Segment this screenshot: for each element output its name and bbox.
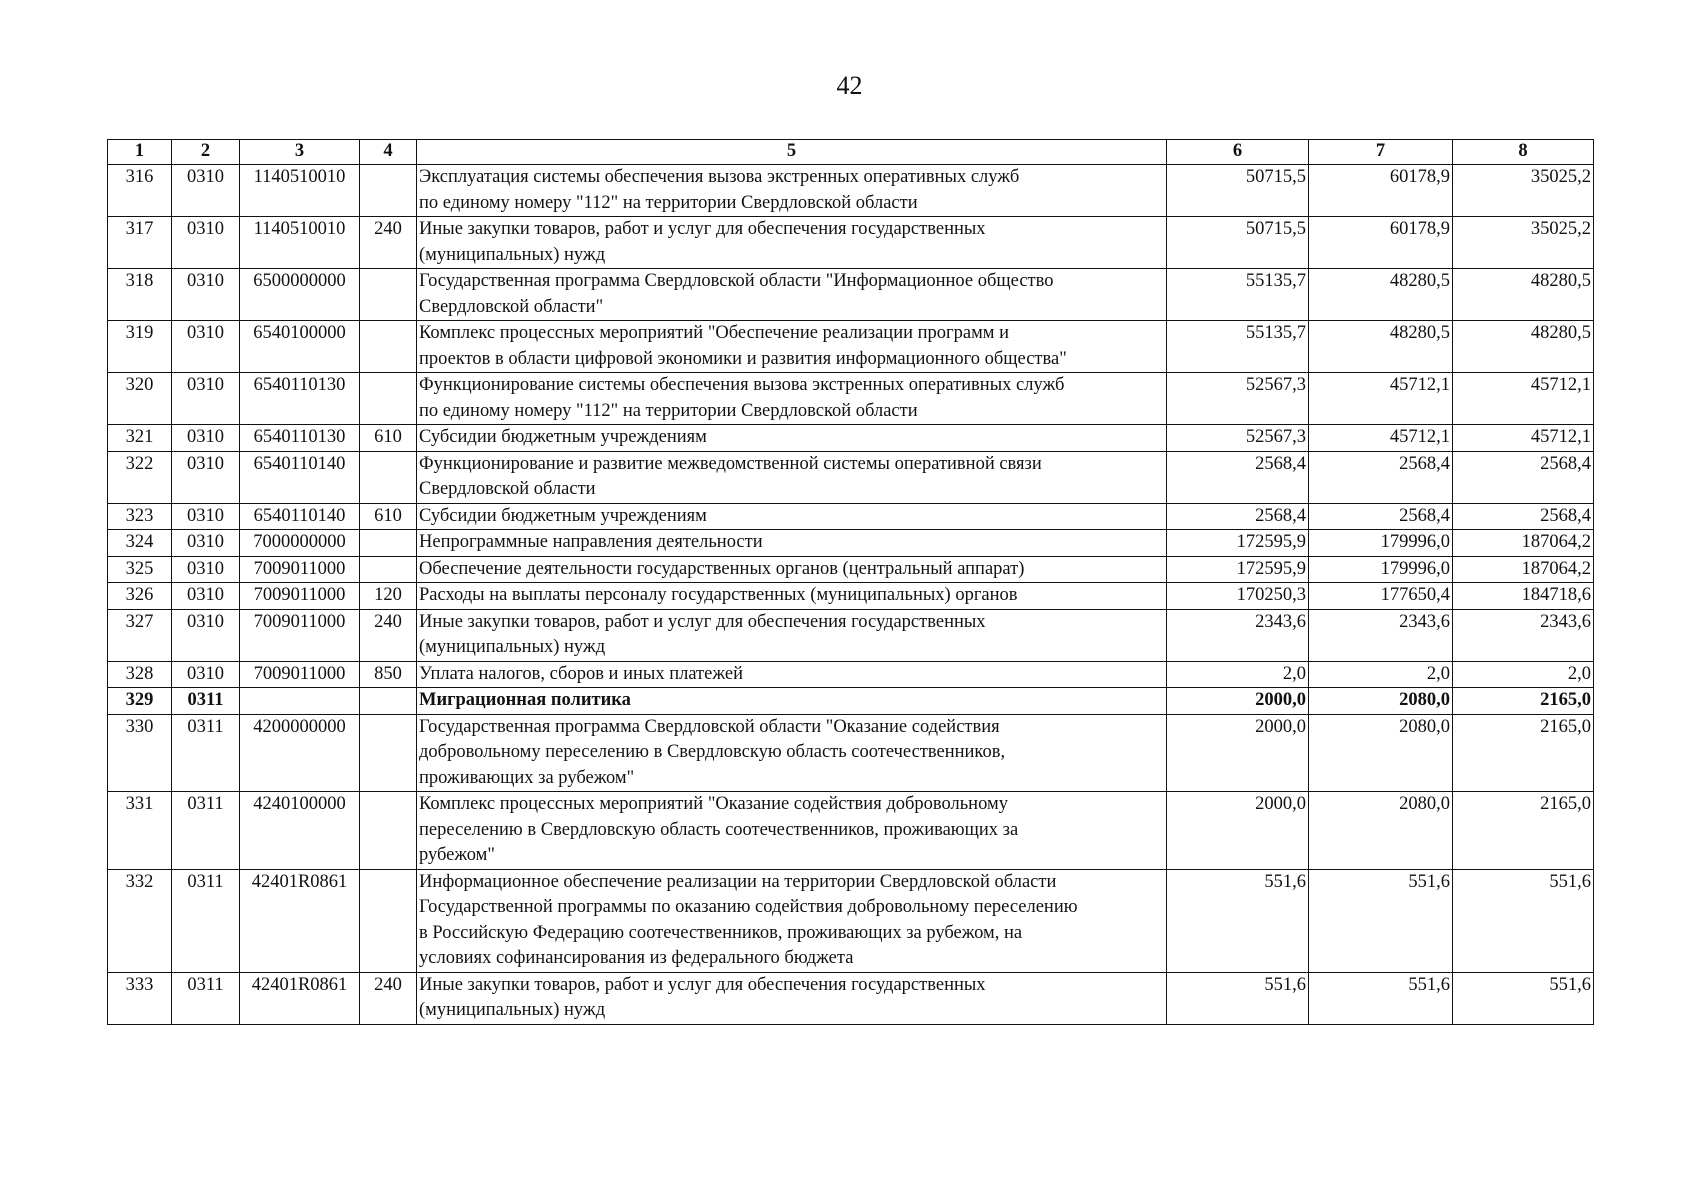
- expense-type-cell: [360, 373, 417, 425]
- amount-col-7-cell: 177650,4: [1309, 583, 1453, 610]
- description-line: переселению в Свердловскую область соотечественников, проживающих за: [419, 819, 1019, 840]
- description-cell: [417, 661, 1167, 688]
- page-number: 42: [836, 71, 863, 100]
- section-code-cell: 0311: [172, 714, 240, 792]
- amount-col-7-cell: 48280,5: [1309, 269, 1453, 321]
- description-line: Уплата налогов, сборов и иных платежей: [419, 663, 744, 684]
- description-line: Государственной программы по оказанию содействия добровольному переселению: [419, 897, 1078, 917]
- amount-col-8-cell: 187064,2: [1453, 530, 1594, 557]
- amount-col-7-cell: 2343,6: [1309, 609, 1453, 661]
- amount-col-7-cell: 551,6: [1309, 869, 1453, 972]
- amount-col-6-cell: 2568,4: [1167, 503, 1309, 530]
- header-col-5: 5: [417, 140, 1167, 165]
- amount-col-8-cell: 2568,4: [1453, 451, 1594, 503]
- expense-type-cell: [360, 451, 417, 503]
- amount-col-6-cell: 2000,0: [1167, 688, 1309, 715]
- description-line: условиях софинансирования из федерального бюджета: [419, 948, 854, 968]
- table-row: [108, 269, 1594, 321]
- row-number-cell: 318: [108, 269, 172, 321]
- amount-col-6-cell: 50715,5: [1167, 217, 1309, 269]
- description-cell: [417, 217, 1167, 269]
- header-col-2: 2: [172, 140, 240, 165]
- row-number-cell: 317: [108, 217, 172, 269]
- amount-col-8-cell: 187064,2: [1453, 556, 1594, 583]
- table-row: [108, 321, 1594, 373]
- description-line: Информационное обеспечение реализации на территории Свердловской области: [419, 871, 1057, 892]
- description-cell: [417, 425, 1167, 452]
- amount-col-7-cell: 2568,4: [1309, 451, 1453, 503]
- description-line: по единому номеру "112" на территории Свердловской области: [419, 192, 918, 213]
- amount-col-6-cell: 551,6: [1167, 869, 1309, 972]
- amount-col-8-cell: 48280,5: [1453, 269, 1594, 321]
- expense-type-cell: 610: [360, 425, 417, 452]
- section-code-cell: 0310: [172, 583, 240, 610]
- amount-col-6-cell: 170250,3: [1167, 583, 1309, 610]
- expense-type-cell: [360, 688, 417, 715]
- header-col-4: 4: [360, 140, 417, 165]
- section-code-cell: 0310: [172, 269, 240, 321]
- amount-col-7-cell: 45712,1: [1309, 373, 1453, 425]
- amount-col-6-cell: 52567,3: [1167, 373, 1309, 425]
- section-code-cell: 0310: [172, 321, 240, 373]
- target-article-cell: 7000000000: [240, 530, 360, 557]
- description-cell: [417, 714, 1167, 792]
- amount-col-6-cell: 2343,6: [1167, 609, 1309, 661]
- description-line: (муниципальных) нужд: [419, 1000, 606, 1020]
- description-cell: [417, 688, 1167, 715]
- description-line: Иные закупки товаров, работ и услуг для обеспечения государственных: [419, 611, 986, 632]
- row-number-cell: 316: [108, 165, 172, 217]
- row-number-cell: 323: [108, 503, 172, 530]
- amount-col-8-cell: 2165,0: [1453, 714, 1594, 792]
- row-number-cell: 327: [108, 609, 172, 661]
- section-code-cell: 0311: [172, 688, 240, 715]
- description-line: Комплекс процессных мероприятий "Оказание содействия добровольному: [419, 794, 1008, 814]
- amount-col-7-cell: 2080,0: [1309, 688, 1453, 715]
- table-row: [108, 661, 1594, 688]
- table-row: [108, 583, 1594, 610]
- description-cell: [417, 972, 1167, 1024]
- section-code-cell: 0310: [172, 661, 240, 688]
- amount-col-8-cell: 2165,0: [1453, 688, 1594, 715]
- table-row: [108, 373, 1594, 425]
- description-cell: [417, 530, 1167, 557]
- target-article-cell: 6500000000: [240, 269, 360, 321]
- description-line: (муниципальных) нужд: [419, 244, 606, 265]
- amount-col-6-cell: 2568,4: [1167, 451, 1309, 503]
- expense-type-cell: [360, 869, 417, 972]
- expense-type-cell: [360, 792, 417, 870]
- expense-type-cell: [360, 556, 417, 583]
- table-row: [108, 451, 1594, 503]
- description-line: Функционирование системы обеспечения вызова экстренных оперативных служб: [419, 375, 1065, 395]
- amount-col-6-cell: 55135,7: [1167, 269, 1309, 321]
- description-line: Субсидии бюджетным учреждениям: [419, 505, 707, 526]
- section-code-cell: 0310: [172, 556, 240, 583]
- table-row: [108, 792, 1594, 870]
- expense-type-cell: [360, 165, 417, 217]
- amount-col-8-cell: 184718,6: [1453, 583, 1594, 610]
- amount-col-8-cell: 2343,6: [1453, 609, 1594, 661]
- description-cell: [417, 165, 1167, 217]
- target-article-cell: 1140510010: [240, 217, 360, 269]
- target-article-cell: 6540110130: [240, 425, 360, 452]
- header-col-6: 6: [1167, 140, 1309, 165]
- description-cell: [417, 556, 1167, 583]
- description-line: по единому номеру "112" на территории Свердловской области: [419, 400, 918, 421]
- target-article-cell: 6540110130: [240, 373, 360, 425]
- row-number-cell: 328: [108, 661, 172, 688]
- section-code-cell: 0310: [172, 425, 240, 452]
- description-line: Государственная программа Свердловской области "Информационное общество: [419, 271, 1054, 291]
- amount-col-6-cell: 172595,9: [1167, 556, 1309, 583]
- description-line: проживающих за рубежом": [419, 767, 635, 788]
- section-code-cell: 0310: [172, 373, 240, 425]
- expense-type-cell: [360, 321, 417, 373]
- amount-col-6-cell: 2000,0: [1167, 714, 1309, 792]
- amount-col-6-cell: 52567,3: [1167, 425, 1309, 452]
- description-cell: [417, 321, 1167, 373]
- description-line: Иные закупки товаров, работ и услуг для обеспечения государственных: [419, 219, 986, 239]
- table-row: [108, 972, 1594, 1024]
- section-code-cell: 0310: [172, 217, 240, 269]
- table-row: [108, 165, 1594, 217]
- expense-type-cell: 240: [360, 609, 417, 661]
- target-article-cell: 6540110140: [240, 503, 360, 530]
- expense-type-cell: [360, 530, 417, 557]
- description-line: Субсидии бюджетным учреждениям: [419, 427, 707, 447]
- target-article-cell: 6540110140: [240, 451, 360, 503]
- target-article-cell: 1140510010: [240, 165, 360, 217]
- amount-col-6-cell: 172595,9: [1167, 530, 1309, 557]
- target-article-cell: 7009011000: [240, 609, 360, 661]
- target-article-cell: 4200000000: [240, 714, 360, 792]
- amount-col-6-cell: 2000,0: [1167, 792, 1309, 870]
- header-col-8: 8: [1453, 140, 1594, 165]
- target-article-cell: 7009011000: [240, 661, 360, 688]
- amount-col-8-cell: 45712,1: [1453, 373, 1594, 425]
- amount-col-8-cell: 551,6: [1453, 869, 1594, 972]
- table-row: [108, 688, 1594, 715]
- description-line: Непрограммные направления деятельности: [419, 532, 763, 552]
- target-article-cell: 42401R0861: [240, 972, 360, 1024]
- row-number-cell: 321: [108, 425, 172, 452]
- description-line: добровольному переселению в Свердловскую область соотечественников,: [419, 742, 1006, 762]
- amount-col-6-cell: 50715,5: [1167, 165, 1309, 217]
- row-number-cell: 324: [108, 530, 172, 557]
- description-cell: [417, 869, 1167, 972]
- section-code-cell: 0310: [172, 451, 240, 503]
- section-code-cell: 0311: [172, 972, 240, 1024]
- description-cell: [417, 792, 1167, 870]
- amount-col-7-cell: 179996,0: [1309, 556, 1453, 583]
- table-header-row: [108, 140, 1594, 165]
- section-code-cell: 0310: [172, 165, 240, 217]
- row-number-cell: 329: [108, 688, 172, 715]
- table-row: [108, 609, 1594, 661]
- amount-col-7-cell: 551,6: [1309, 972, 1453, 1024]
- amount-col-7-cell: 60178,9: [1309, 165, 1453, 217]
- table-row: [108, 503, 1594, 530]
- amount-col-8-cell: 551,6: [1453, 972, 1594, 1024]
- description-line: Государственная программа Свердловской области "Оказание содействия: [419, 716, 1000, 737]
- expense-type-cell: [360, 269, 417, 321]
- amount-col-8-cell: 48280,5: [1453, 321, 1594, 373]
- row-number-cell: 331: [108, 792, 172, 870]
- row-number-cell: 330: [108, 714, 172, 792]
- amount-col-7-cell: 60178,9: [1309, 217, 1453, 269]
- description-line: Комплекс процессных мероприятий "Обеспечение реализации программ и: [419, 323, 1010, 343]
- table-row: [108, 714, 1594, 792]
- row-number-cell: 332: [108, 869, 172, 972]
- table-row: [108, 425, 1594, 452]
- description-line: в Российскую Федерацию соотечественников, проживающих за рубежом, на: [419, 922, 1023, 943]
- description-line: рубежом": [419, 845, 495, 865]
- amount-col-7-cell: 2,0: [1309, 661, 1453, 688]
- target-article-cell: 42401R0861: [240, 869, 360, 972]
- amount-col-7-cell: 48280,5: [1309, 321, 1453, 373]
- description-line: проектов в области цифровой экономики и развития информационного общества": [419, 348, 1067, 369]
- expense-type-cell: 240: [360, 972, 417, 1024]
- table-row: [108, 556, 1594, 583]
- description-cell: [417, 503, 1167, 530]
- amount-col-7-cell: 179996,0: [1309, 530, 1453, 557]
- description-line: Обеспечение деятельности государственных органов (центральный аппарат): [419, 558, 1025, 579]
- description-cell: [417, 451, 1167, 503]
- amount-col-8-cell: 2,0: [1453, 661, 1594, 688]
- expense-type-cell: 610: [360, 503, 417, 530]
- description-cell: [417, 609, 1167, 661]
- description-cell: [417, 373, 1167, 425]
- amount-col-6-cell: 55135,7: [1167, 321, 1309, 373]
- amount-col-7-cell: 45712,1: [1309, 425, 1453, 452]
- row-number-cell: 319: [108, 321, 172, 373]
- table-body: [108, 165, 1594, 1025]
- amount-col-6-cell: 551,6: [1167, 972, 1309, 1024]
- header-col-3: 3: [240, 140, 360, 165]
- section-code-cell: 0311: [172, 792, 240, 870]
- table-row: [108, 869, 1594, 972]
- expense-type-cell: 120: [360, 583, 417, 610]
- expense-type-cell: [360, 714, 417, 792]
- row-number-cell: 326: [108, 583, 172, 610]
- amount-col-8-cell: 45712,1: [1453, 425, 1594, 452]
- expense-type-cell: 240: [360, 217, 417, 269]
- budget-table: [107, 139, 1594, 1025]
- description-line: Функционирование и развитие межведомственной системы оперативной связи: [419, 453, 1042, 474]
- description-line: (муниципальных) нужд: [419, 637, 606, 657]
- row-number-cell: 333: [108, 972, 172, 1024]
- description-cell: [417, 269, 1167, 321]
- description-line: Свердловской области: [419, 479, 596, 499]
- header-col-7: 7: [1309, 140, 1453, 165]
- header-col-1: 1: [108, 140, 172, 165]
- row-number-cell: 325: [108, 556, 172, 583]
- description-line: Эксплуатация системы обеспечения вызова экстренных оперативных служб: [419, 167, 1020, 187]
- description-cell: [417, 583, 1167, 610]
- amount-col-8-cell: 2568,4: [1453, 503, 1594, 530]
- description-line: Расходы на выплаты персоналу государственных (муниципальных) органов: [419, 585, 1018, 605]
- amount-col-8-cell: 2165,0: [1453, 792, 1594, 870]
- table-row: [108, 217, 1594, 269]
- target-article-cell: [240, 688, 360, 715]
- amount-col-7-cell: 2568,4: [1309, 503, 1453, 530]
- amount-col-7-cell: 2080,0: [1309, 714, 1453, 792]
- target-article-cell: 4240100000: [240, 792, 360, 870]
- table-row: [108, 530, 1594, 557]
- amount-col-7-cell: 2080,0: [1309, 792, 1453, 870]
- target-article-cell: 7009011000: [240, 556, 360, 583]
- amount-col-6-cell: 2,0: [1167, 661, 1309, 688]
- target-article-cell: 6540100000: [240, 321, 360, 373]
- section-code-cell: 0311: [172, 869, 240, 972]
- section-code-cell: 0310: [172, 609, 240, 661]
- row-number-cell: 320: [108, 373, 172, 425]
- description-line: Иные закупки товаров, работ и услуг для обеспечения государственных: [419, 974, 986, 995]
- description-line: Миграционная политика: [419, 690, 631, 710]
- section-code-cell: 0310: [172, 530, 240, 557]
- amount-col-8-cell: 35025,2: [1453, 165, 1594, 217]
- description-line: Свердловской области": [419, 296, 604, 317]
- expense-type-cell: 850: [360, 661, 417, 688]
- amount-col-8-cell: 35025,2: [1453, 217, 1594, 269]
- target-article-cell: 7009011000: [240, 583, 360, 610]
- row-number-cell: 322: [108, 451, 172, 503]
- section-code-cell: 0310: [172, 503, 240, 530]
